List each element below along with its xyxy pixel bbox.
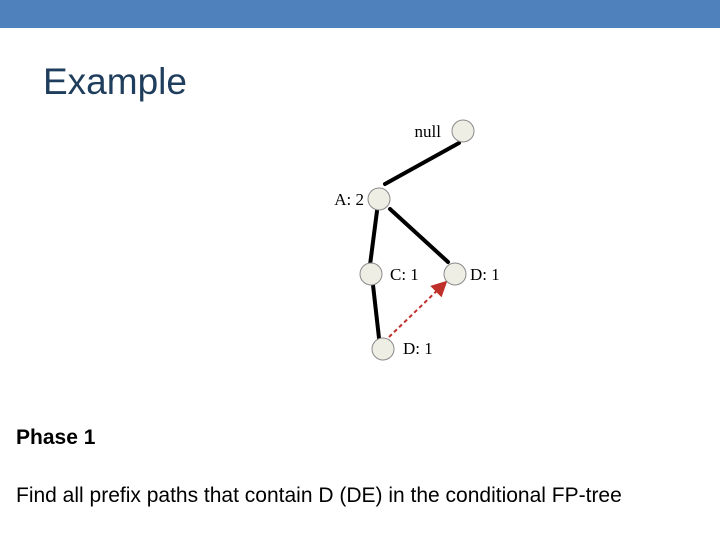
phase-heading: Phase 1: [16, 426, 96, 449]
node-c-label: C: 1: [390, 265, 419, 284]
node-null: [452, 120, 474, 142]
edge-c-d: [373, 285, 379, 338]
slide-title: Example: [43, 61, 187, 102]
node-d-bottom-label: D: 1: [403, 339, 433, 358]
node-d-right-label: D: 1: [470, 265, 500, 284]
node-d-right: [444, 263, 466, 285]
node-null-label: null: [414, 122, 441, 141]
node-d-bottom: [372, 338, 394, 360]
edge-a-d: [390, 209, 448, 262]
edge-null-a: [385, 143, 459, 184]
slide-caption: Find all prefix paths that contain D (DE) in the conditional FP-tree: [16, 484, 622, 507]
edge-a-c: [370, 211, 377, 265]
node-a-label: A: 2: [334, 190, 364, 209]
node-a: [368, 188, 390, 210]
node-link-arrow: [389, 282, 446, 337]
node-c: [360, 263, 382, 285]
